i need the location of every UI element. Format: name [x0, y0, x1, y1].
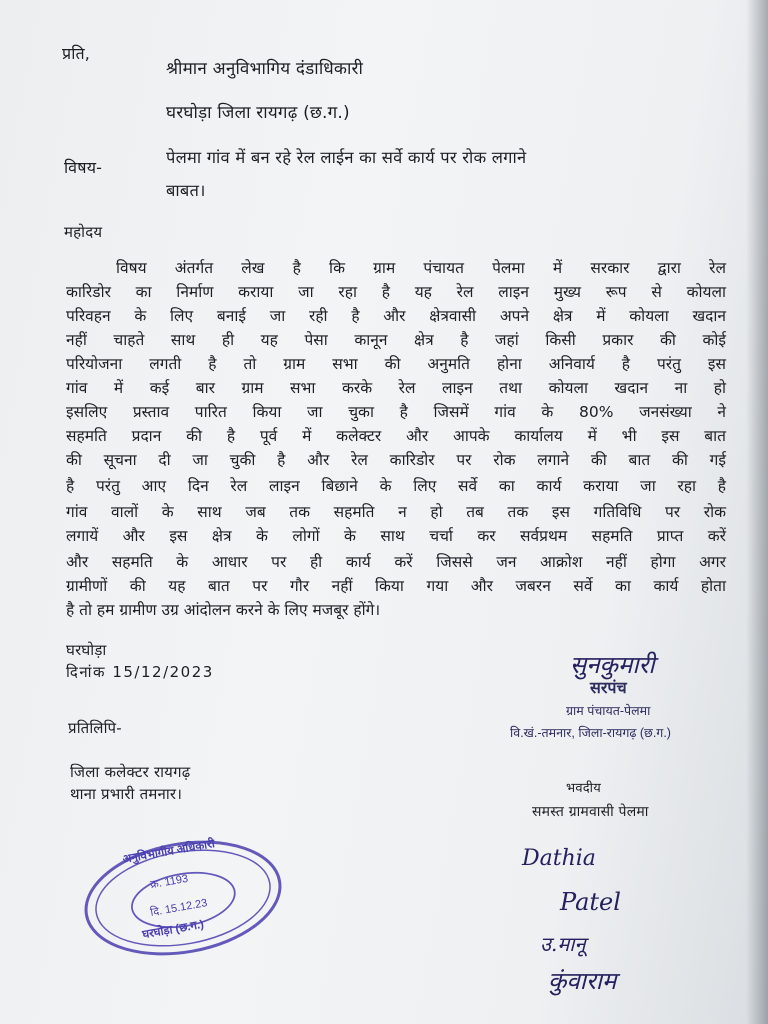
panchayat-line-1: ग्राम पंचायत-पेलमा: [566, 704, 651, 718]
body-line: परियोजना लगती है तो ग्राम सभा की अनुमति होना अनिवार्य है परंतु इस: [66, 355, 726, 373]
villager-signature: Patel: [560, 888, 621, 916]
body-line: परिवहन के लिए बनाई जा रही है और क्षेत्रवासी अपने क्षेत्र में कोयला खदान: [66, 307, 726, 325]
body-line: नहीं चाहते साथ ही यह पेसा कानून क्षेत्र है जहां किसी प्रकार की कोई: [66, 331, 726, 349]
body-line: है परंतु आए दिन रेल लाइन बिछाने के लिए सर्वे का कार्य कराया जा रहा है: [66, 477, 726, 495]
sarpanch-title: सरपंच: [590, 680, 627, 697]
subject-line-2: बाबत।: [166, 181, 206, 200]
greeting: महोदय: [64, 223, 103, 241]
closing: भवदीय: [566, 781, 601, 796]
addressee-line-1: श्रीमान अनुविभागिय दंडाधिकारी: [166, 59, 364, 79]
body-line: गांव वालों के साथ जब तक सहमति न हो तब तक इस गतिविधि पर रोक: [66, 503, 726, 521]
stamp-date: दि. 15.12.23: [149, 897, 209, 919]
body-line: गांव में कई बार ग्राम सभा करके रेल लाइन तथा कोयला खदान ना हो: [66, 379, 726, 397]
body-line: कारिडोर का निर्माण कराया जा रहा है यह रेल लाइन मुख्य रूप से कोयला: [66, 283, 726, 301]
body-line: लगायें और इस क्षेत्र के लोगों के साथ चर्चा कर सर्वप्रथम सहमति प्राप्त करें: [66, 527, 726, 545]
copy-to-1: जिला कलेक्टर रायगढ़: [70, 763, 191, 781]
sarpanch-signature: सुनकुमारी: [570, 651, 655, 679]
subject-label: विषय-: [64, 158, 103, 177]
body-line: की सूचना दी जा चुकी है और रेल कारिडोर पर रोक लगाने की बात की गई: [66, 451, 726, 469]
body-line: इसलिए प्रस्ताव पारित किया जा चुका है जिसमें गांव के 80% जनसंख्या ने: [66, 403, 726, 421]
date-line: दिनांक 15/12/2023: [66, 663, 214, 681]
copy-label: प्रतिलिपि-: [68, 719, 122, 737]
page-edge-shadow: [746, 0, 768, 1024]
addressee-line-2: घरघोड़ा जिला रायगढ़ (छ.ग.): [166, 103, 350, 123]
copy-to-2: थाना प्रभारी तमनार।: [70, 785, 183, 803]
body-line: विषय अंतर्गत लेख है कि ग्राम पंचायत पेलमा में सरकार द्वारा रेल: [116, 259, 726, 277]
villager-signature: Dathia: [522, 846, 596, 871]
salutation-to: प्रति,: [62, 44, 91, 63]
body-line: ग्रामीणों की यह बात पर गौर नहीं किया गया और जबरन सर्वे का कार्य होता: [66, 577, 726, 595]
subject-line-1: पेलमा गांव में बन रहे रेल लाईन का सर्वे कार्य पर रोक लगाने: [166, 148, 527, 167]
stamp-text-bottom: घरघोड़ा (छ.ग.): [141, 918, 205, 942]
body-line: है तो हम ग्रामीण उग्र आंदोलन करने के लिए मजबूर होंगे।: [66, 601, 381, 619]
villager-signature: उ.मानू: [540, 932, 586, 956]
body-line: और सहमति के आधार पर ही कार्य करें जिससे जन आक्रोश नहीं होगा अगर: [66, 553, 726, 571]
panchayat-line-2: वि.खं.-तमनार, जिला-रायगढ़ (छ.ग.): [510, 726, 671, 740]
stamp-text-top: अनुविभागीय अधिकारी: [121, 837, 216, 866]
stamp-inner: क्र. 1193: [149, 872, 190, 892]
body-line: सहमति प्रदान की है पूर्व में कलेक्टर और आपके कार्यालय में भी इस बात: [66, 427, 726, 445]
closing-from: समस्त ग्रामवासी पेलमा: [532, 804, 649, 820]
villager-signature: कुंवाराम: [548, 967, 617, 995]
place: घरघोड़ा: [66, 641, 107, 659]
